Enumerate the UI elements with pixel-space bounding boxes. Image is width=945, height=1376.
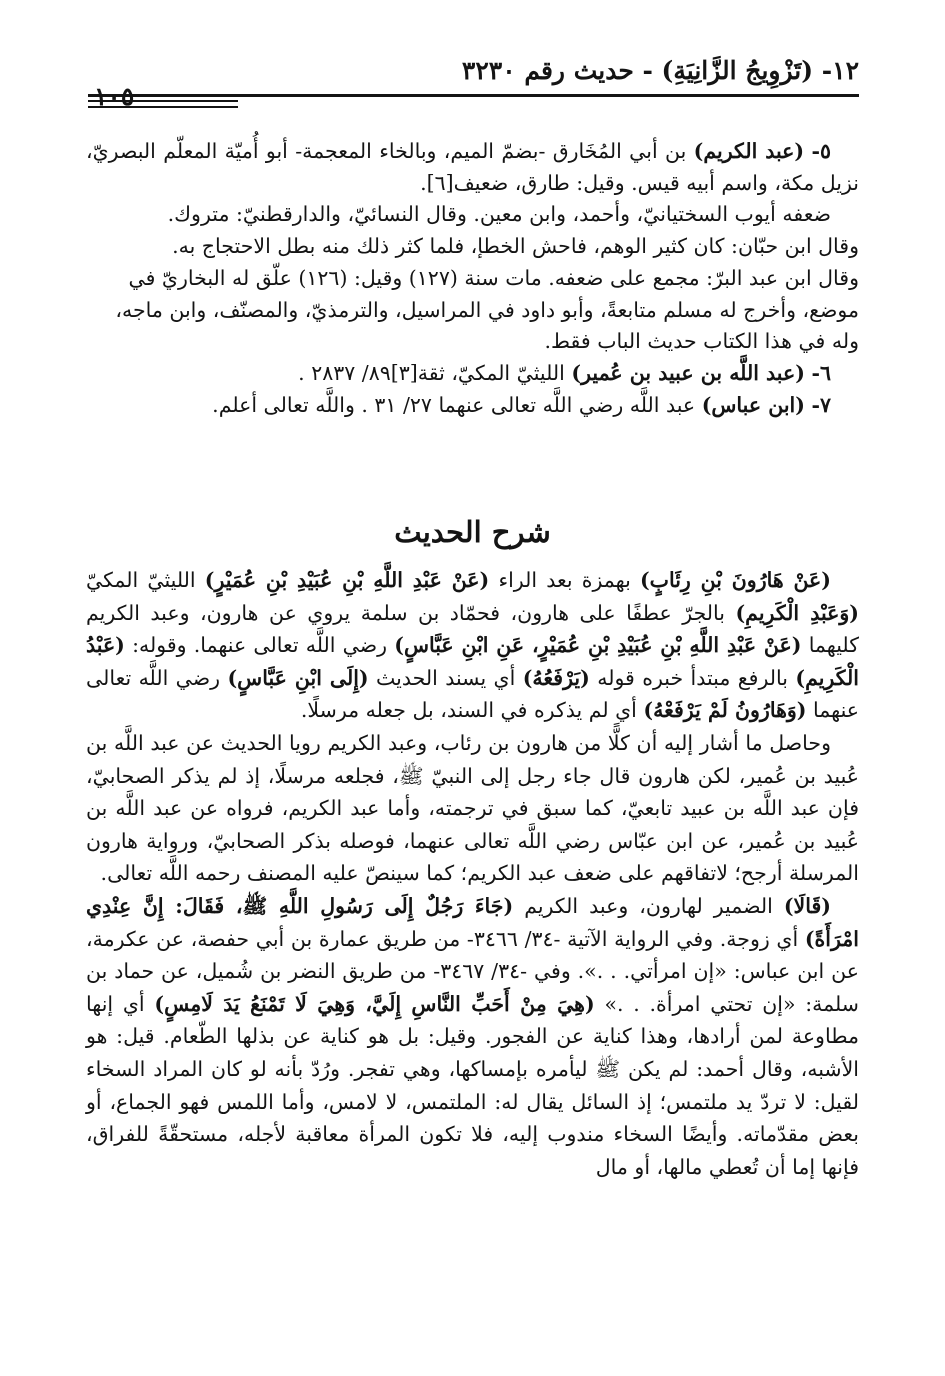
narrator-5	[86, 136, 859, 199]
quote: (وَعَبْدِ الْكَرِيمِ)	[735, 600, 859, 625]
header-rule-short-2	[88, 106, 238, 108]
paragraph: ضعفه أيوب السختيانيّ، وأحمد، وابن معين. وقال النسائيّ، والدارقطنيّ: متروك.	[167, 202, 831, 227]
narrator-name: (عبد اللَّه بن عبيد بن عُمير)	[571, 360, 805, 385]
quote: (وَهَارُونُ لَمْ يَرْفَعْهُ)	[643, 698, 807, 723]
narrator-name: (ابن عباس)	[701, 392, 805, 417]
text: أي زوجة. وفي الرواية الآتية -٣٤/ ٣٤٦٦- من طريق عمارة بن أبي حفصة، عن عكرمة، عن ابن عباس: «إن امرأتي. . .». وفي -٣٤/ ٣٤٦٧- من طريق النضر بن شُميل، عن حماد بن سلمة: «إن تحتي امرأة. . .»	[86, 926, 859, 1016]
text: رضي اللَّه تعالى عنهما	[86, 665, 859, 723]
quote: (عَبْدُ الْكَرِيمِ)	[86, 633, 859, 690]
section-title: شرح الحديث	[394, 515, 551, 549]
commentary-section	[86, 564, 859, 1183]
quote: (قَالَا)	[783, 893, 831, 918]
narrator-text: الليثيّ المكيّ، ثقة[٣]٨٩/ ٢٨٣٧ .	[298, 360, 565, 385]
paragraph: وقال ابن عبد البرّ: مجمع على ضعفه. مات سنة (١٢٧) وقيل: (١٢٦) علّق له البخاريّ في موضع، وأخرج له مسلم متابعةً، وأبو داود في المراسيل، والترمذيّ، والمصنّف، وابن ماجه، وله في هذا الكتاب حديث الباب فقط.	[115, 265, 859, 354]
paragraph	[86, 890, 859, 1183]
text: الليثيّ المكيّ	[86, 568, 196, 592]
text: أي يسند الحديث	[376, 665, 516, 690]
text: بهمزة بعد الراء	[498, 568, 631, 592]
narrator-text: بن أبي المُخَارق -بضمّ الميم، وبالخاء المعجمة- أبو أُميّة المعلّم البصريّ، نزيل مكة، واسم أبيه قيس. وقيل: طارق، ضعيف[٦].	[86, 139, 859, 195]
narrator-number: ٧-	[811, 392, 831, 417]
page-header	[88, 52, 859, 100]
narrators-section	[86, 136, 859, 421]
quote: (إِلَى ابْنِ عَبَّاسٍ)	[227, 665, 369, 690]
narrator-number: ٥-	[811, 139, 831, 163]
narrator-number: ٦-	[811, 360, 831, 385]
text: بالرفع مبتدأ خبره قوله	[597, 665, 788, 690]
narrator-6	[86, 358, 859, 390]
paragraph: وحاصل ما أشار إليه أن كلًّا من هارون بن رئاب، وعبد الكريم رويا الحديث عن عبد اللَّه بن عُبيد بن عُمير، لكن هارون قال جاء رجل إلى النبيّ ﷺ، فجلعه مرسلًا، إذ لم يذكر الصحابيّ، فإن عبد اللَّه بن عبيد تابعيّ، كما سبق في ترجمته، وأما عبد الكريم، فرواه عن عبد اللَّه بن عُبيد بن عُمير، عن ابن عبّاس رضي اللَّه تعالى عنهما، فوصله بذكر الصحابيّ، ورواية هارون المرسلة أرجح؛ لاتفاقهم على ضعف عبد الكريم؛ كما سينصّ عليه المصنف رحمه اللَّه تعالى.	[86, 730, 859, 886]
quote: (يَرْفَعُهُ)	[522, 665, 590, 690]
header-rule	[88, 94, 859, 97]
running-title: ١٢- (تَزْوِيجُ الزَّانِيَةِ) - حديث رقم ٣٢٣٠	[461, 56, 859, 85]
quote: (عَنْ عَبْدِ اللَّهِ بْنِ عُبَيْدِ بْنِ عُمَيْرٍ، عَنِ ابْنِ عَبَّاسٍ)	[394, 633, 802, 658]
text: أي لم يذكره في السند، بل جعله مرسلًا.	[300, 698, 637, 723]
header-rule-short-1	[88, 100, 238, 102]
quote: (عَنْ هَارُونَ بْنِ رِئَابٍ)	[639, 568, 831, 592]
text: رضي اللَّه تعالى عنهما. وقوله:	[132, 633, 388, 658]
narrator-7	[86, 390, 859, 422]
paragraph: وقال ابن حبّان: كان كثير الوهم، فاحش الخطإ، فلما كثر ذلك منه بطل الاحتجاج به.	[172, 234, 859, 259]
text: أي إنها مطاوعة لمن أرادها، وهذا كناية عن الفجور. وقيل: بل هو كناية عن بذلها الطّعام. قيل: هو الأشبه، وقال أحمد: لم يكن ﷺ ليأمره بإمساكها، وهي تفجر. ورُدّ بأنه لو كان المراد السخاء لقيل: لا تردّ يد ملتمس؛ إذ السائل يقال له: الملتمس، لا لامس، وأما اللمس فهو الجماع، أو بعض مقدّماته. وأيضًا السخاء مندوب إليه، فلا تكون المرأة معاقبة لأجله، مستحقّةً للفراق، فإنها إما أن تُعطي مالها، أو مال	[86, 991, 859, 1179]
text: بالجرّ عطفًا على هارون، فحمّاد بن سلمة يروي عن هارون، وعبد الكريم كليهما	[86, 600, 859, 658]
narrator-name: (عبد الكريم)	[693, 139, 805, 163]
quote: (جَاءَ رَجُلٌ إِلَى رَسُولِ اللَّهِ ﷺ، فَقَالَ: إِنَّ عِنْدِي امْرَأَةً)	[86, 893, 859, 951]
narrator-text: عبد اللَّه رضي اللَّه تعالى عنهما ٢٧/ ٣١ . واللَّه تعالى أعلم.	[212, 392, 696, 417]
text: الضمير لهارون، وعبد الكريم	[524, 893, 773, 918]
quote: (عَنْ عَبْدِ اللَّهِ بْنِ عُبَيْدِ بْنِ عُمَيْرٍ)	[204, 568, 490, 592]
quote: (هِيَ مِنْ أَحَبِّ النَّاسِ إِلَيَّ، وَهِيَ لَا تَمْنَعُ يَدَ لَامِسٍ)	[154, 991, 595, 1016]
paragraph	[86, 564, 859, 727]
